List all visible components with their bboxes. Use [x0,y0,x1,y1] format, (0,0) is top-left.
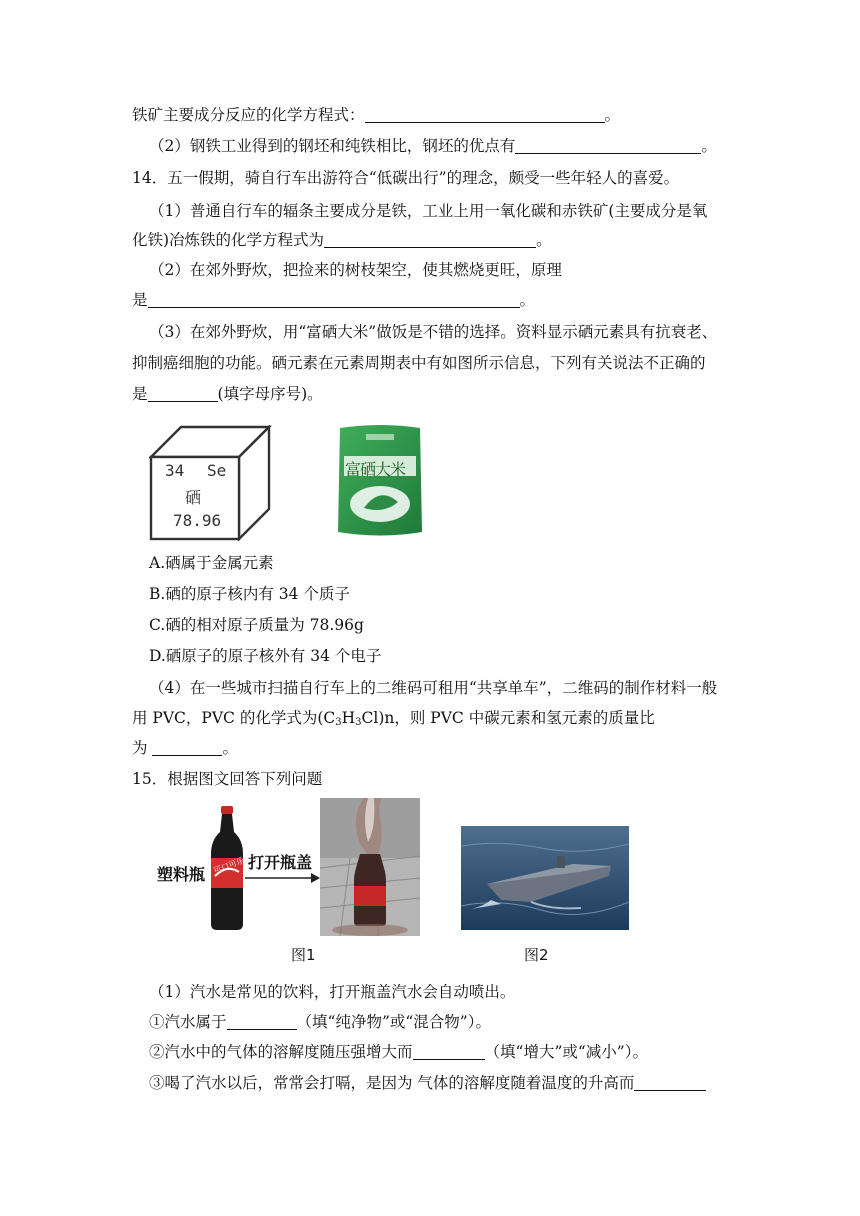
option-b: B.硒的原子核内有 34 个质子 [149,585,350,603]
spraying-cola-photo [320,798,420,936]
answer-blank[interactable] [152,739,222,756]
line-q15-1: （1）汽水是常见的饮料，打开瓶盖汽水会自动喷出。 [149,983,516,1001]
line-iron-ore-equation: 铁矿主要成分反应的化学方程式： 。 [132,106,621,124]
element-card-figure [149,425,273,541]
brand-label: 可口可乐 [212,855,246,876]
figure-1-caption: 图1 [291,946,316,964]
line-q14-1a: （1）普通自行车的辐条主要成分是铁，工业上用一氧化碳和赤铁矿(主要成分是氧 [149,202,708,220]
arrow-label: 打开瓶盖 [248,853,313,872]
option-d: D.硒原子的原子核外有 34 个电子 [149,647,382,665]
option-a: A.硒属于金属元素 [149,554,274,572]
line-q14-3c: 是 (填字母序号)。 [132,385,323,403]
line-q15-1c: ③喝了汽水以后，常常会打嗝，是因为 气体的溶解度随着温度的升高而 [149,1072,706,1094]
atomic-number: 34 [165,461,185,480]
line-q14-4c: 为 。 [132,739,238,757]
line-q14-2a: （2）在郊外野炊，把捡来的树枝架空，使其燃烧更旺，原理 [149,261,562,279]
line-q14-1b: 化铁)冶炼铁的化学方程式为 。 [132,231,552,249]
bottle-label: 塑料瓶 [157,865,206,884]
answer-blank[interactable] [324,231,536,248]
answer-blank[interactable] [227,1013,297,1030]
figure-2-caption: 图2 [524,946,549,964]
element-symbol: Se [207,461,227,480]
line-q13-2: （2）钢铁工业得到的钢坯和纯铁相比，钢坯的优点有 。 [149,137,717,155]
atomic-mass: 78.96 [173,511,222,530]
answer-blank[interactable] [634,1074,706,1091]
figure-2-aircraft-carrier-photo [461,826,629,964]
element-name: 硒 [185,488,202,507]
figure-1 [155,804,420,964]
rice-bag-label: 富硒大米 [345,460,406,479]
option-c: C.硒的相对原子质量为 78.96g [149,616,364,634]
answer-blank[interactable] [515,137,701,154]
answer-blank[interactable] [148,385,218,402]
rice-bag-image [336,422,424,539]
line-q15-1a: ①汽水属于 （填“纯净物”或“混合物”）。 [149,1013,491,1031]
line-q14-3a: （3）在郊外野炊，用“富硒大米”做饭是不错的选择。资料显示硒元素具有抗衰老、 [149,323,718,341]
answer-blank[interactable] [148,291,520,308]
answer-blank[interactable] [365,106,605,123]
line-q14-3b: 抑制癌细胞的功能。硒元素在元素周期表中有如图所示信息，下列有关说法不正确的 [132,354,706,372]
line-q15-1b: ②汽水中的气体的溶解度随压强增大而 （填“增大”或“减小”）。 [149,1043,648,1061]
line-q14-4b: 用 PVC，PVC 的化学式为$(C_3H_3Cl)n$，则 PVC 中碳元素和氢元素的质量比 [132,709,655,728]
line-q14-2b: 是 。 [132,291,536,309]
line-q14-4a: （4）在一些城市扫描自行车上的二维码可租用“共享单车”，二维码的制作材料一般 [149,679,718,697]
question-15-stem: 15．根据图文回答下列问题 [132,770,323,788]
answer-blank[interactable] [413,1043,485,1060]
question-14-stem: 14．五一假期，骑自行车出游符合“低碳出行”的理念，颇受一些年轻人的喜爱。 [132,169,680,187]
arrow-right-icon [245,872,321,884]
